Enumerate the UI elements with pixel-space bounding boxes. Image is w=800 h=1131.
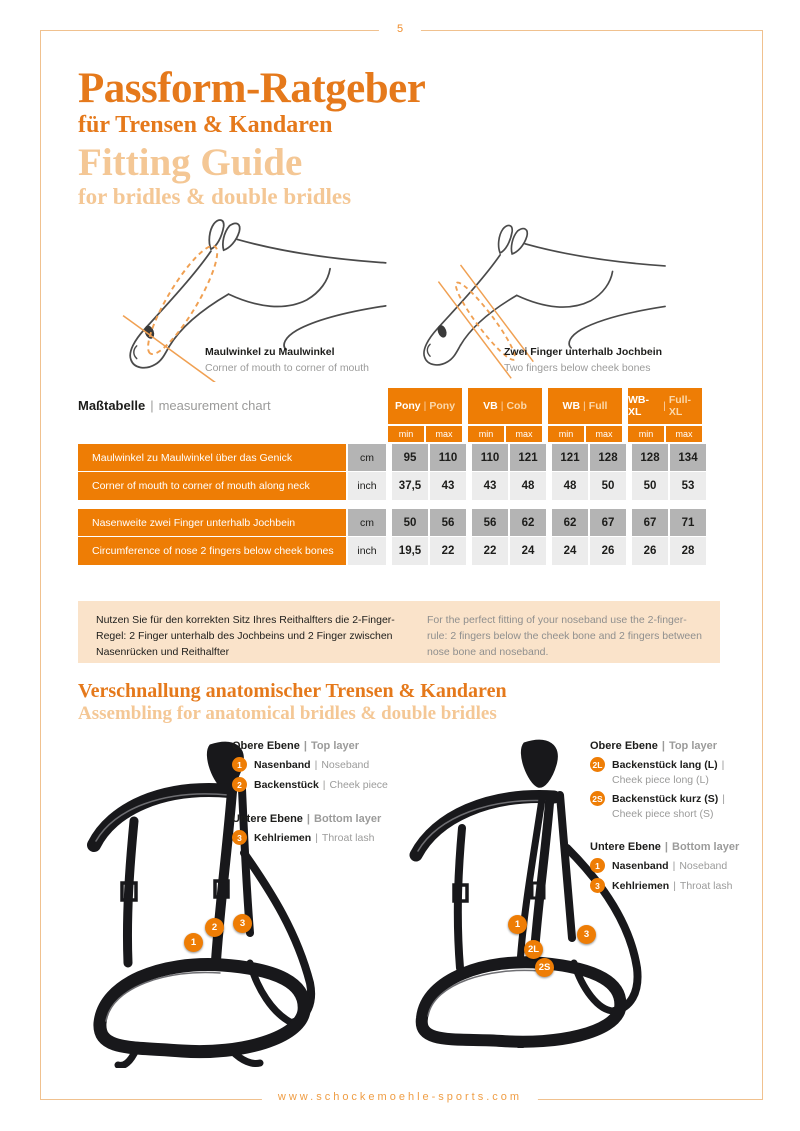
page-subtitle-german: für Trensen & Kandaren	[78, 112, 333, 138]
marker-2s-badge: 2S	[535, 958, 554, 977]
section-title-german: Verschnallung anatomischer Trensen & Kandaren	[78, 680, 507, 702]
legend-left	[232, 740, 388, 845]
marker-1-badge: 1	[508, 915, 527, 934]
marker-1-badge: 1	[232, 757, 247, 772]
table-minmax-row: min max min max min max min max	[388, 426, 706, 442]
column-group-full: WB | Full	[548, 388, 622, 424]
legend-item-cheek-piece: 2 Backenstück | Cheek piece	[232, 777, 388, 792]
page-subtitle-english: for bridles & double bridles	[78, 184, 352, 209]
legend-item-noseband: 1 Nasenband | Noseband	[232, 757, 388, 772]
page-title-german: Passform-Ratgeber	[78, 65, 426, 112]
legend-item-noseband: 1 Nasenband | Noseband	[590, 858, 739, 873]
marker-1-badge: 1	[184, 933, 203, 952]
legend-item-throat-lash: 3 Kehlriemen | Throat lash	[232, 830, 388, 845]
marker-2-badge: 2	[205, 918, 224, 937]
marker-3-badge: 3	[233, 914, 252, 933]
page-title-english: Fitting Guide	[78, 141, 303, 184]
table-row: Maulwinkel zu Maulwinkel über das Genick cm 95 110 110 121 121 128 128 134	[78, 444, 706, 471]
marker-3-badge: 3	[577, 925, 596, 944]
legend-bottom-layer-header: Untere Ebene | Bottom layer	[232, 813, 382, 825]
marker-2-badge: 2	[232, 777, 247, 792]
marker-2s-badge: 2S	[590, 791, 605, 806]
legend-right	[590, 740, 739, 893]
legend-item-cheek-piece-long: 2L Backenstück lang (L) |	[590, 757, 739, 772]
legend-item-throat-lash: 3 Kehlriemen | Throat lash	[590, 878, 739, 893]
marker-1-badge: 1	[590, 858, 605, 873]
table-row: Circumference of nose 2 fingers below cheek bones inch 19,5 22 22 24 24 26 26 28	[78, 537, 706, 565]
column-group-cob: VB | Cob	[468, 388, 542, 424]
marker-3-badge: 3	[232, 830, 247, 845]
legend-top-layer-header: Obere Ebene | Top layer	[590, 740, 718, 752]
measurement-table	[78, 388, 706, 565]
footer-url[interactable]: www.schockemoehle-sports.com	[262, 1091, 538, 1103]
legend-item-cheek-piece-short: 2S Backenstück kurz (S) |	[590, 791, 739, 806]
legend-top-layer-header: Obere Ebene | Top layer	[232, 740, 360, 752]
column-group-pony: Pony | Pony	[388, 388, 462, 424]
diagram-label-right: Zwei Finger unterhalb Jochbein Two fingers below cheek bones	[504, 346, 663, 374]
marker-2l-badge: 2L	[524, 940, 543, 959]
table-group-header-row	[388, 388, 706, 424]
marker-3-badge: 3	[590, 878, 605, 893]
column-group-full-xl: WB-XL | Full-XL	[628, 388, 702, 424]
table-row: Nasenweite zwei Finger unterhalb Jochbein cm 50 56 56 62 62 67 67 71	[78, 509, 706, 536]
two-finger-rule-note: Nutzen Sie für den korrekten Sitz Ihres Reithalfters die 2-Finger-Regel: 2 Finger unterhalb des Jochbeins und 2 Finger zwischen Nasenrücken und Reithalfter For the perfect fitting of your noseband use the 2-finger-rule: 2 fingers below the cheek bone and 2 fingers between nose bone and noseband.	[78, 601, 720, 663]
page-number: 5	[379, 23, 421, 35]
legend-item-cheek-piece-long-en: Cheek piece long (L)	[612, 774, 709, 786]
diagram-label-left: Maulwinkel zu Maulwinkel Corner of mouth to corner of mouth	[205, 346, 369, 374]
section-title-english: Assembling for anatomical bridles & double bridles	[78, 703, 497, 724]
table-row: Corner of mouth to corner of mouth along neck inch 37,5 43 43 48 48 50 50 53	[78, 472, 706, 500]
marker-2l-badge: 2L	[590, 757, 605, 772]
legend-item-cheek-piece-short-en: Cheek piece short (S)	[612, 808, 714, 820]
table-title: Maßtabelle | measurement chart	[78, 398, 271, 413]
legend-bottom-layer-header: Untere Ebene | Bottom layer	[590, 841, 740, 853]
